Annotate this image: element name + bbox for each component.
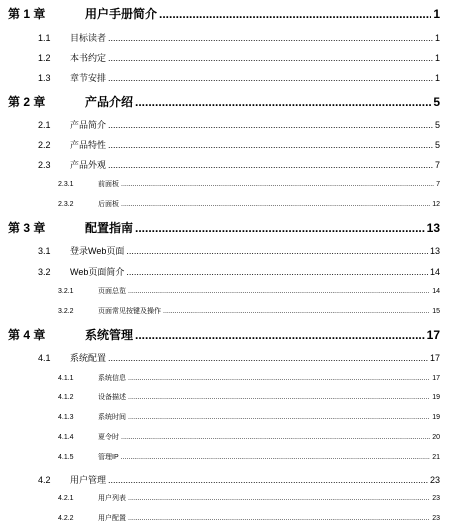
- page-number: 1: [434, 33, 440, 43]
- page-number: 17: [429, 353, 440, 363]
- toc-section-2-3[interactable]: [38, 158, 440, 171]
- dot-leader: [108, 160, 433, 170]
- section-title: 系统配置: [70, 353, 107, 363]
- page-number: 1: [434, 53, 440, 63]
- dot-leader: [108, 475, 428, 485]
- page-number: 17: [432, 375, 440, 382]
- toc-subsection-4-2-2[interactable]: [58, 513, 440, 523]
- toc-subsection-4-1-3[interactable]: [58, 412, 440, 422]
- toc-chapter-1[interactable]: [8, 5, 440, 22]
- subsection-title: 前面板: [98, 181, 119, 188]
- subsection-number: 4.1.4: [58, 434, 74, 441]
- toc-section-4-2[interactable]: [38, 473, 440, 486]
- section-number: 4.2: [38, 475, 51, 485]
- toc-section-2-1[interactable]: [38, 118, 440, 131]
- dot-leader: [159, 7, 431, 21]
- dot-leader: [128, 414, 430, 421]
- section-title: 登录Web页面: [70, 246, 125, 256]
- section-title: Web页面简介: [70, 267, 125, 277]
- section-title: 章节安排: [70, 73, 107, 83]
- section-number: 1.3: [38, 73, 51, 83]
- chapter-title: 产品介绍: [85, 95, 134, 109]
- toc-chapter-2[interactable]: [8, 93, 440, 110]
- toc-chapter-4[interactable]: [8, 326, 440, 343]
- toc-subsection-2-3-1[interactable]: [58, 179, 440, 189]
- toc-subsection-4-1-1[interactable]: [58, 373, 440, 383]
- subsection-title: 页面常见按键及操作: [98, 308, 161, 315]
- subsection-title: 用户配置: [98, 515, 126, 522]
- section-title: 目标读者: [70, 33, 107, 43]
- toc-subsection-3-2-1[interactable]: [58, 286, 440, 296]
- page-number: 23: [432, 515, 440, 522]
- dot-leader: [121, 181, 434, 188]
- dot-leader: [108, 73, 433, 83]
- dot-leader: [126, 246, 428, 256]
- subsection-number: 3.2.1: [58, 288, 74, 295]
- page-number: 1: [433, 7, 440, 21]
- toc-subsection-4-1-4[interactable]: [58, 432, 440, 442]
- section-title: 本书约定: [70, 53, 107, 63]
- page-number: 17: [426, 328, 440, 342]
- dot-leader: [135, 221, 425, 235]
- dot-leader: [128, 495, 430, 502]
- section-number: 2.2: [38, 140, 51, 150]
- page-number: 21: [432, 454, 440, 461]
- dot-leader: [121, 434, 430, 441]
- toc-subsection-4-1-2[interactable]: [58, 392, 440, 402]
- page-number: 5: [434, 120, 440, 130]
- section-title: 用户管理: [70, 475, 107, 485]
- page-number: 12: [432, 201, 440, 208]
- subsection-title: 系统信息: [98, 375, 126, 382]
- dot-leader: [128, 515, 430, 522]
- subsection-title: 管理IP: [98, 454, 119, 461]
- toc-section-3-1[interactable]: [38, 244, 440, 257]
- page-number: 5: [433, 95, 440, 109]
- chapter-title: 用户手册简介: [85, 7, 158, 21]
- section-title: 产品外观: [70, 160, 107, 170]
- dot-leader: [121, 454, 431, 461]
- page-number: 14: [429, 267, 440, 277]
- subsection-number: 4.1.2: [58, 394, 74, 401]
- chapter-number: 第 4 章: [8, 328, 46, 342]
- chapter-title: 系统管理: [85, 328, 134, 342]
- section-title: 产品特性: [70, 140, 107, 150]
- toc-chapter-3[interactable]: [8, 219, 440, 236]
- page-number: 23: [429, 475, 440, 485]
- subsection-title: 设备描述: [98, 394, 126, 401]
- chapter-number: 第 1 章: [8, 7, 46, 21]
- section-title: 产品简介: [70, 120, 107, 130]
- subsection-title: 后面板: [98, 201, 119, 208]
- dot-leader: [121, 201, 430, 208]
- chapter-number: 第 3 章: [8, 221, 46, 235]
- page-number: 13: [429, 246, 440, 256]
- page-number: 14: [432, 288, 440, 295]
- subsection-title: 页面总览: [98, 288, 126, 295]
- subsection-number: 3.2.2: [58, 308, 74, 315]
- dot-leader: [128, 394, 430, 401]
- dot-leader: [108, 353, 428, 363]
- toc-subsection-4-1-5[interactable]: [58, 452, 440, 462]
- section-number: 3.2: [38, 267, 51, 277]
- dot-leader: [163, 308, 430, 315]
- toc-section-1-3[interactable]: [38, 71, 440, 84]
- section-number: 1.2: [38, 53, 51, 63]
- subsection-number: 4.2.2: [58, 515, 74, 522]
- subsection-title: 夏令时: [98, 434, 119, 441]
- toc-section-2-2[interactable]: [38, 138, 440, 151]
- toc-subsection-3-2-2[interactable]: [58, 306, 440, 316]
- dot-leader: [126, 267, 428, 277]
- page-number: 13: [426, 221, 440, 235]
- section-number: 2.3: [38, 160, 51, 170]
- subsection-number: 4.2.1: [58, 495, 74, 502]
- dot-leader: [128, 288, 430, 295]
- dot-leader: [128, 375, 430, 382]
- page-number: 15: [432, 308, 440, 315]
- page-number: 5: [434, 140, 440, 150]
- chapter-number: 第 2 章: [8, 95, 46, 109]
- dot-leader: [135, 95, 431, 109]
- page-number: 19: [432, 394, 440, 401]
- section-number: 4.1: [38, 353, 51, 363]
- page-number: 23: [432, 495, 440, 502]
- page-number: 19: [432, 414, 440, 421]
- dot-leader: [135, 328, 425, 342]
- subsection-number: 4.1.5: [58, 454, 74, 461]
- subsection-title: 系统时间: [98, 414, 126, 421]
- subsection-number: 2.3.1: [58, 181, 74, 188]
- toc-section-1-2[interactable]: [38, 51, 440, 64]
- toc-section-1-1[interactable]: [38, 31, 440, 44]
- subsection-title: 用户列表: [98, 495, 126, 502]
- dot-leader: [108, 33, 433, 43]
- section-number: 1.1: [38, 33, 51, 43]
- toc-subsection-2-3-2[interactable]: [58, 199, 440, 209]
- subsection-number: 2.3.2: [58, 201, 74, 208]
- subsection-number: 4.1.1: [58, 375, 74, 382]
- page-number: 1: [434, 73, 440, 83]
- page-number: 20: [432, 434, 440, 441]
- toc-subsection-4-2-1[interactable]: [58, 493, 440, 503]
- dot-leader: [108, 140, 433, 150]
- page-number: 7: [434, 160, 440, 170]
- toc-section-3-2[interactable]: [38, 265, 440, 278]
- section-number: 3.1: [38, 246, 51, 256]
- dot-leader: [108, 53, 433, 63]
- page-number: 7: [436, 181, 440, 188]
- section-number: 2.1: [38, 120, 51, 130]
- dot-leader: [108, 120, 433, 130]
- subsection-number: 4.1.3: [58, 414, 74, 421]
- chapter-title: 配置指南: [85, 221, 134, 235]
- toc-section-4-1[interactable]: [38, 351, 440, 364]
